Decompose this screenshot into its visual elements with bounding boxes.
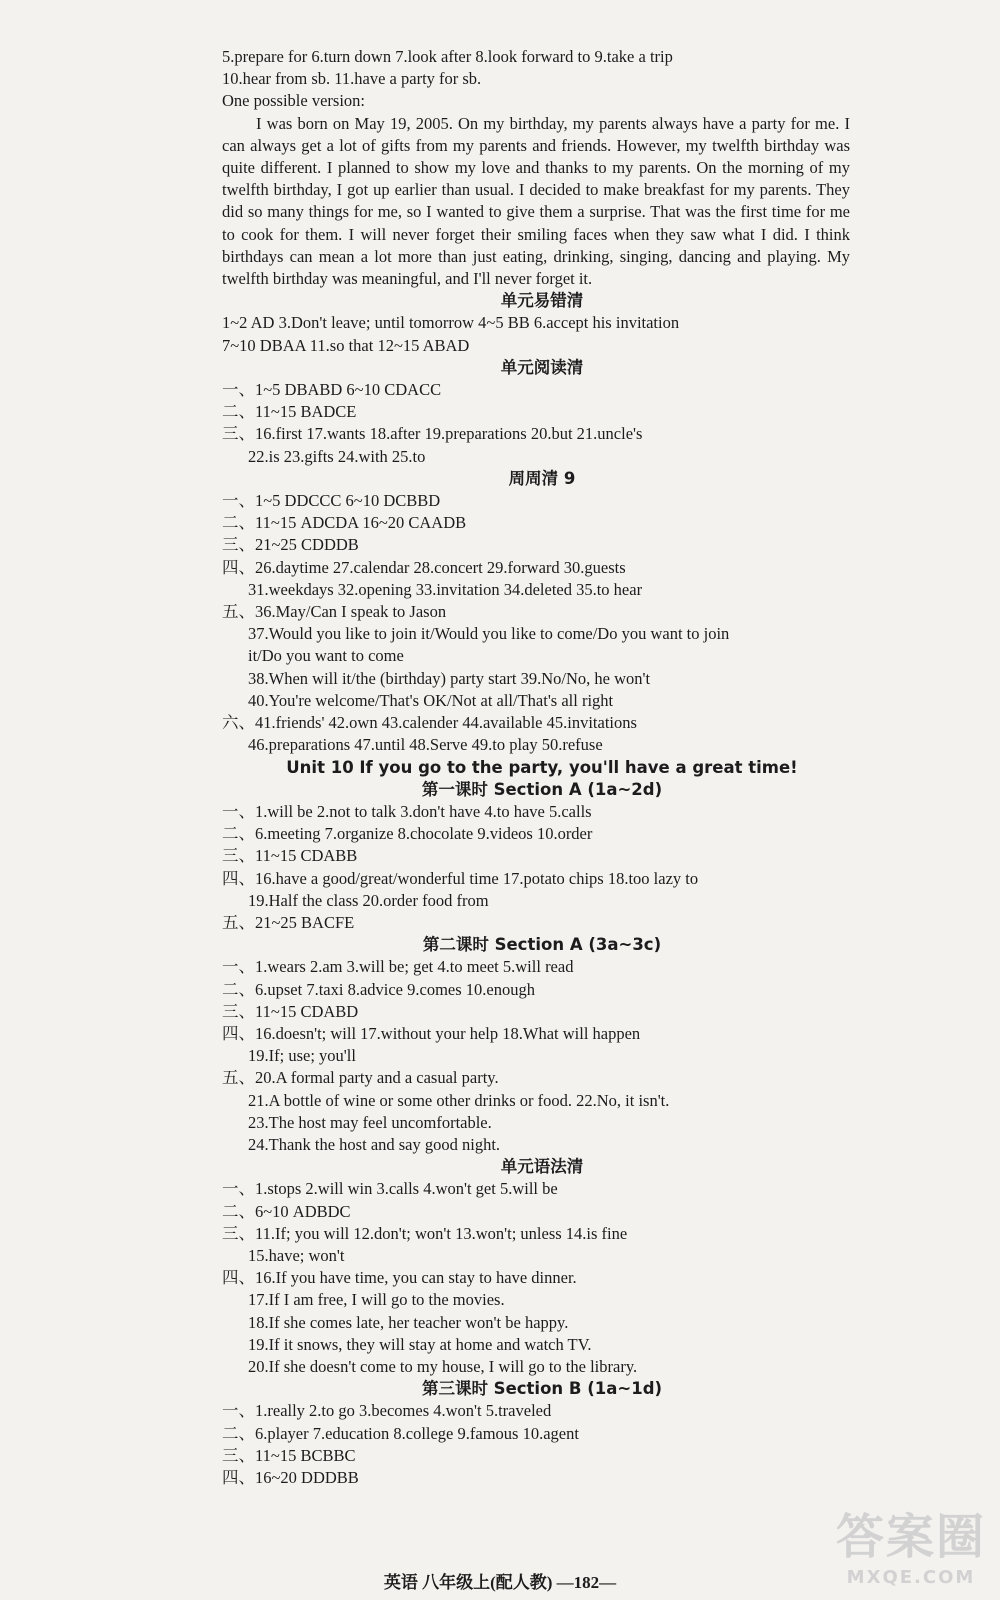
answer-line: 19.Half the class 20.order food from (248, 890, 489, 910)
section-heading-reading: 单元阅读清 (500, 357, 584, 377)
lesson-heading-1: 第一课时 Section A (1a~2d) (421, 779, 663, 799)
answer-line: 一、1.will be 2.not to talk 3.don't have 4.to have 5.calls (222, 801, 592, 821)
answer-line: 一、1.wears 2.am 3.will be; get 4.to meet 5.will read (222, 957, 574, 977)
answer-line: 六、41.friends' 42.own 43.calender 44.available 45.invitations (222, 713, 637, 733)
answer-line: 二、11~15 BADCE (222, 402, 357, 422)
vocab-line-2: 10.hear from sb. 11.have a party for sb. (222, 69, 482, 89)
answer-line: 四、16.doesn't; will 17.without your help 18.What will happen (222, 1023, 641, 1043)
watermark-title: 答案圈 (835, 1509, 986, 1565)
answer-line: 三、11~15 CDABD (222, 1001, 359, 1021)
answer-line: 21.A bottle of wine or some other drinks or food. 22.No, it isn't. (248, 1090, 670, 1110)
page-footer: 英语 八年级上(配人教) —182— (383, 1573, 617, 1592)
section-heading-weekly: 周周清 9 (508, 468, 576, 488)
answer-line: 22.is 23.gifts 24.with 25.to (248, 446, 426, 466)
answer-line: 四、26.daytime 27.calendar 28.concert 29.forward 30.guests (222, 557, 626, 577)
answer-line: 15.have; won't (248, 1245, 345, 1265)
answer-line: 31.weekdays 32.opening 33.invitation 34.deleted 35.to hear (248, 579, 643, 599)
vocab-line-1: 5.prepare for 6.turn down 7.look after 8.look forward to 9.take a trip (222, 47, 673, 66)
answer-line: 19.If; use; you'll (248, 1046, 356, 1066)
answer-line: 20.If she doesn't come to my house, I will go to the library. (248, 1356, 638, 1376)
answer-line: 18.If she comes late, her teacher won't be happy. (248, 1312, 569, 1332)
answer-page (222, 46, 862, 1489)
answer-line: 三、11~15 BCBBC (222, 1445, 356, 1465)
answer-line: 二、6.player 7.education 8.college 9.famous 10.agent (222, 1423, 579, 1443)
answer-line: 一、1.really 2.to go 3.becomes 4.won't 5.traveled (222, 1401, 552, 1421)
answer-line: 46.preparations 47.until 48.Serve 49.to play 50.refuse (248, 735, 603, 755)
answer-line: 二、6~10 ADBDC (222, 1201, 351, 1221)
answer-line: 38.When will it/the (birthday) party start 39.No/No, he won't (248, 668, 651, 688)
answer-line: 1~2 AD 3.Don't leave; until tomorrow 4~5 BB 6.accept his invitation (222, 313, 680, 333)
watermark-logo (836, 1498, 986, 1588)
answer-line: 一、1.stops 2.will win 3.calls 4.won't get 5.will be (222, 1179, 558, 1199)
answer-line: 四、16.have a good/great/wonderful time 17.potato chips 18.too lazy to (222, 868, 699, 888)
answer-line: 三、11~15 CDABB (222, 846, 358, 866)
answer-line: it/Do you want to come (248, 646, 404, 666)
answer-line: 24.Thank the host and say good night. (248, 1134, 501, 1154)
lesson-heading-3: 第三课时 Section B (1a~1d) (421, 1379, 663, 1399)
section-heading-grammar: 单元语法清 (500, 1157, 584, 1177)
sample-essay-label: One possible version: (222, 91, 365, 111)
answer-line: 五、36.May/Can I speak to Jason (222, 602, 447, 622)
sample-essay: I was born on May 19, 2005. On my birthday, my parents always have a party for me. I can always get a lot of gifts from my parents and friends. However, my twelfth birthday was quite different. I planned to show my love and thanks to my parents. On the morning of my twelfth birthday, I got up earlier than usual. I decided to make breakfast for my parents. They did so many things for me, so I wanted to give them a surprise. That was the first time for me to cook for them. I will never forget their smiling faces when they saw what I did. I think birthdays can mean a lot more than just eating, drinking, singing, dancing and playing. My twelfth birthday was meaningful, and I'll never forget it. (222, 113, 850, 289)
lesson-heading-2: 第二课时 Section A (3a~3c) (422, 935, 662, 955)
answer-line: 7~10 DBAA 11.so that 12~15 ABAD (222, 335, 470, 355)
section-heading-errors: 单元易错清 (500, 291, 584, 311)
answer-line: 五、21~25 BACFE (222, 912, 355, 932)
answer-line: 三、16.first 17.wants 18.after 19.preparations 20.but 21.uncle's (222, 424, 643, 444)
answer-line: 19.If it snows, they will stay at home and watch TV. (248, 1334, 592, 1354)
answer-line: 四、16~20 DDDBB (222, 1468, 359, 1487)
answer-line: 三、11.If; you will 12.don't; won't 13.won't; unless 14.is fine (222, 1223, 628, 1243)
answer-line: 17.If I am free, I will go to the movies. (248, 1290, 505, 1310)
answer-line: 二、11~15 ADCDA 16~20 CAADB (222, 513, 467, 533)
answer-line: 一、1~5 DDCCC 6~10 DCBBD (222, 491, 441, 511)
answer-line: 二、6.meeting 7.organize 8.chocolate 9.videos 10.order (222, 824, 593, 844)
answer-line: 五、20.A formal party and a casual party. (222, 1068, 499, 1088)
unit-title: Unit 10 If you go to the party, you'll have a great time! (286, 757, 798, 777)
answer-line: 40.You're welcome/That's OK/Not at all/That's all right (248, 690, 614, 710)
answer-line: 23.The host may feel uncomfortable. (248, 1112, 492, 1132)
answer-line: 二、6.upset 7.taxi 8.advice 9.comes 10.enough (222, 979, 535, 999)
watermark-url: MXQE.COM (846, 1567, 976, 1588)
answer-line: 37.Would you like to join it/Would you like to come/Do you want to join (248, 624, 730, 644)
answer-line: 四、16.If you have time, you can stay to have dinner. (222, 1268, 577, 1288)
answer-line: 一、1~5 DBABD 6~10 CDACC (222, 380, 442, 400)
answer-line: 三、21~25 CDDDB (222, 535, 359, 555)
